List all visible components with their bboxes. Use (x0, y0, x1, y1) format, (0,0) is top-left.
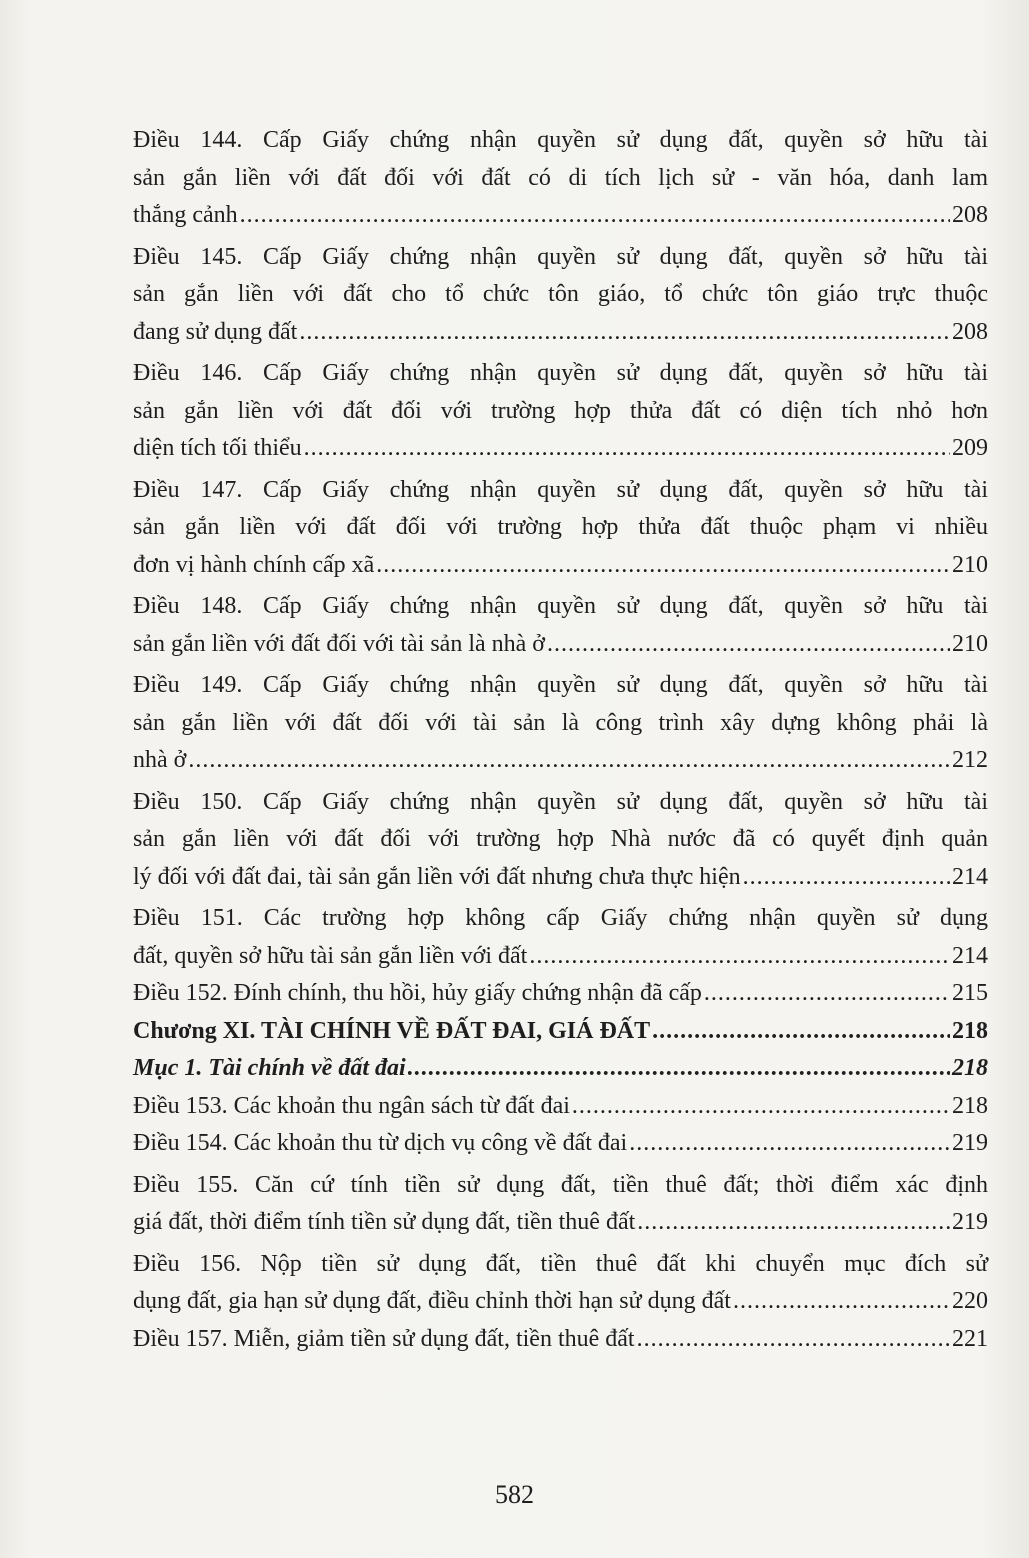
dot-leader (376, 547, 950, 585)
toc-line-text: sản gắn liền với đất đối với trường hợp thửa đất có diện tích nhỏ hơn (133, 397, 988, 424)
toc-line-text: đất, quyền sở hữu tài sản gắn liền với đất (133, 942, 528, 969)
toc-page-ref: 210 (952, 551, 988, 578)
toc-line (133, 430, 988, 468)
toc-line (133, 1283, 988, 1321)
dot-leader (637, 1321, 950, 1359)
toc-line-text: Điều 152. Đính chính, thu hồi, hủy giấy chứng nhận đã cấp (133, 980, 702, 1006)
toc-line (133, 821, 988, 859)
dot-leader (572, 1088, 950, 1126)
toc-line-text: Điều 149. Cấp Giấy chứng nhận quyền sử dụng đất, quyền sở hữu tài (133, 672, 988, 698)
dot-leader (408, 1050, 950, 1088)
toc-line (133, 900, 988, 938)
toc-line (133, 626, 988, 664)
toc-line-text: nhà ở (133, 747, 187, 773)
toc-line-text: Điều 150. Cấp Giấy chứng nhận quyền sử dụng đất, quyền sở hữu tài (133, 788, 988, 815)
toc-line-text: Điều 146. Cấp Giấy chứng nhận quyền sử dụng đất, quyền sở hữu tài (133, 360, 988, 386)
toc-entry-article (133, 784, 988, 897)
toc-page-ref: 218 (952, 1017, 988, 1044)
table-of-contents (133, 122, 988, 1358)
toc-line-text: Điều 156. Nộp tiền sử dụng đất, tiền thuê đất khi chuyển mục đích sử (133, 1250, 988, 1277)
toc-line-text: dụng đất, gia hạn sử dụng đất, điều chỉnh thời hạn sử dụng đất (133, 1288, 731, 1314)
toc-entry-article (133, 1246, 988, 1321)
toc-entry-article (133, 355, 988, 468)
toc-page-ref: 209 (952, 435, 988, 461)
toc-page-ref: 219 (952, 1130, 988, 1156)
toc-line (133, 705, 988, 743)
toc-line (133, 1321, 988, 1359)
toc-page-ref: 212 (952, 747, 988, 773)
toc-entry-article (133, 472, 988, 585)
toc-page-ref: 214 (952, 863, 988, 890)
toc-line-text: Điều 157. Miễn, giảm tiền sử dụng đất, tiền thuê đất (133, 1325, 635, 1352)
toc-line (133, 667, 988, 705)
toc-line-text: Điều 155. Căn cứ tính tiền sử dụng đất, tiền thuê đất; thời điểm xác định (133, 1171, 988, 1198)
dot-leader (547, 626, 950, 664)
toc-page-ref: 218 (952, 1055, 988, 1081)
toc-page-ref: 208 (952, 202, 988, 228)
toc-line (133, 1050, 988, 1088)
dot-leader (743, 859, 950, 897)
toc-entry-article (133, 588, 988, 663)
toc-entry-article (133, 1321, 988, 1359)
toc-page-ref: 210 (952, 630, 988, 657)
toc-line (133, 509, 988, 547)
toc-page-ref: 219 (952, 1209, 988, 1235)
toc-line-text: Điều 144. Cấp Giấy chứng nhận quyền sử dụng đất, quyền sở hữu tài (133, 127, 988, 153)
toc-line (133, 975, 988, 1013)
toc-line-text: sản gắn liền với đất đối với trường hợp Nhà nước đã có quyết định quản (133, 826, 988, 852)
toc-line (133, 472, 988, 510)
toc-line-text: Điều 154. Các khoản thu từ dịch vụ công về đất đai (133, 1130, 628, 1156)
toc-line-text: sản gắn liền với đất đối với tài sản là nhà ở (133, 630, 545, 657)
toc-line-text: thắng cảnh (133, 202, 238, 228)
toc-line-text: Mục 1. Tài chính về đất đai (133, 1055, 406, 1081)
toc-entry-article (133, 1167, 988, 1242)
toc-line-text: sản gắn liền với đất cho tổ chức tôn giáo, tổ chức tôn giáo trực thuộc (133, 281, 988, 307)
toc-line (133, 160, 988, 198)
toc-entry-section (133, 1050, 988, 1088)
toc-line (133, 1125, 988, 1163)
toc-line-text: diện tích tối thiểu (133, 435, 302, 461)
toc-line (133, 393, 988, 431)
toc-page-ref: 218 (952, 1092, 988, 1119)
toc-page-ref: 221 (952, 1325, 988, 1352)
dot-leader (637, 1204, 950, 1242)
toc-line-text: Điều 147. Cấp Giấy chứng nhận quyền sử dụng đất, quyền sở hữu tài (133, 476, 988, 503)
toc-line (133, 239, 988, 277)
toc-entry-article (133, 1125, 988, 1163)
toc-line-text: lý đối với đất đai, tài sản gắn liền với đất nhưng chưa thực hiện (133, 863, 741, 890)
dot-leader (704, 975, 950, 1013)
dot-leader (240, 197, 950, 235)
toc-line (133, 1167, 988, 1205)
toc-line (133, 1204, 988, 1242)
toc-entry-article (133, 900, 988, 975)
toc-line (133, 1013, 988, 1051)
dot-leader (733, 1283, 950, 1321)
toc-line (133, 938, 988, 976)
toc-page-ref: 214 (952, 942, 988, 969)
toc-line (133, 859, 988, 897)
toc-line-text: Điều 145. Cấp Giấy chứng nhận quyền sử dụng đất, quyền sở hữu tài (133, 243, 988, 270)
dot-leader (629, 1125, 950, 1163)
dot-leader (529, 938, 950, 976)
toc-entry-article (133, 239, 988, 352)
toc-line (133, 588, 988, 626)
toc-line (133, 276, 988, 314)
toc-entry-article (133, 975, 988, 1013)
toc-line-text: sản gắn liền với đất đối với tài sản là công trình xây dựng không phải là (133, 709, 988, 736)
toc-line-text: Điều 153. Các khoản thu ngân sách từ đất đai (133, 1092, 570, 1119)
toc-line-text: đang sử dụng đất (133, 318, 298, 345)
toc-line (133, 355, 988, 393)
toc-entry-article (133, 1088, 988, 1126)
toc-line (133, 197, 988, 235)
toc-entry-chapter (133, 1013, 988, 1051)
toc-page-ref: 220 (952, 1288, 988, 1314)
toc-line-text: Chương XI. TÀI CHÍNH VỀ ĐẤT ĐAI, GIÁ ĐẤT (133, 1017, 651, 1044)
dot-leader (299, 314, 950, 352)
toc-line (133, 742, 988, 780)
dot-leader (652, 1013, 950, 1051)
toc-line (133, 1088, 988, 1126)
toc-line-text: giá đất, thời điểm tính tiền sử dụng đất, tiền thuê đất (133, 1209, 636, 1235)
toc-line-text: Điều 151. Các trường hợp không cấp Giấy chứng nhận quyền sử dụng (133, 905, 988, 931)
toc-line (133, 314, 988, 352)
toc-line-text: Điều 148. Cấp Giấy chứng nhận quyền sử dụng đất, quyền sở hữu tài (133, 593, 988, 619)
toc-entry-article (133, 122, 988, 235)
toc-line-text: đơn vị hành chính cấp xã (133, 551, 375, 578)
toc-line (133, 122, 988, 160)
dot-leader (188, 742, 950, 780)
toc-line-text: sản gắn liền với đất đối với đất có di tích lịch sử - văn hóa, danh lam (133, 164, 988, 191)
toc-page-ref: 215 (952, 980, 988, 1006)
toc-entry-article (133, 667, 988, 780)
toc-line (133, 1246, 988, 1284)
toc-line (133, 784, 988, 822)
page-number: 582 (495, 1480, 534, 1509)
toc-page-ref: 208 (952, 318, 988, 345)
dot-leader (304, 430, 950, 468)
toc-line (133, 547, 988, 585)
toc-line-text: sản gắn liền với đất đối với trường hợp thửa đất thuộc phạm vi nhiều (133, 514, 988, 540)
